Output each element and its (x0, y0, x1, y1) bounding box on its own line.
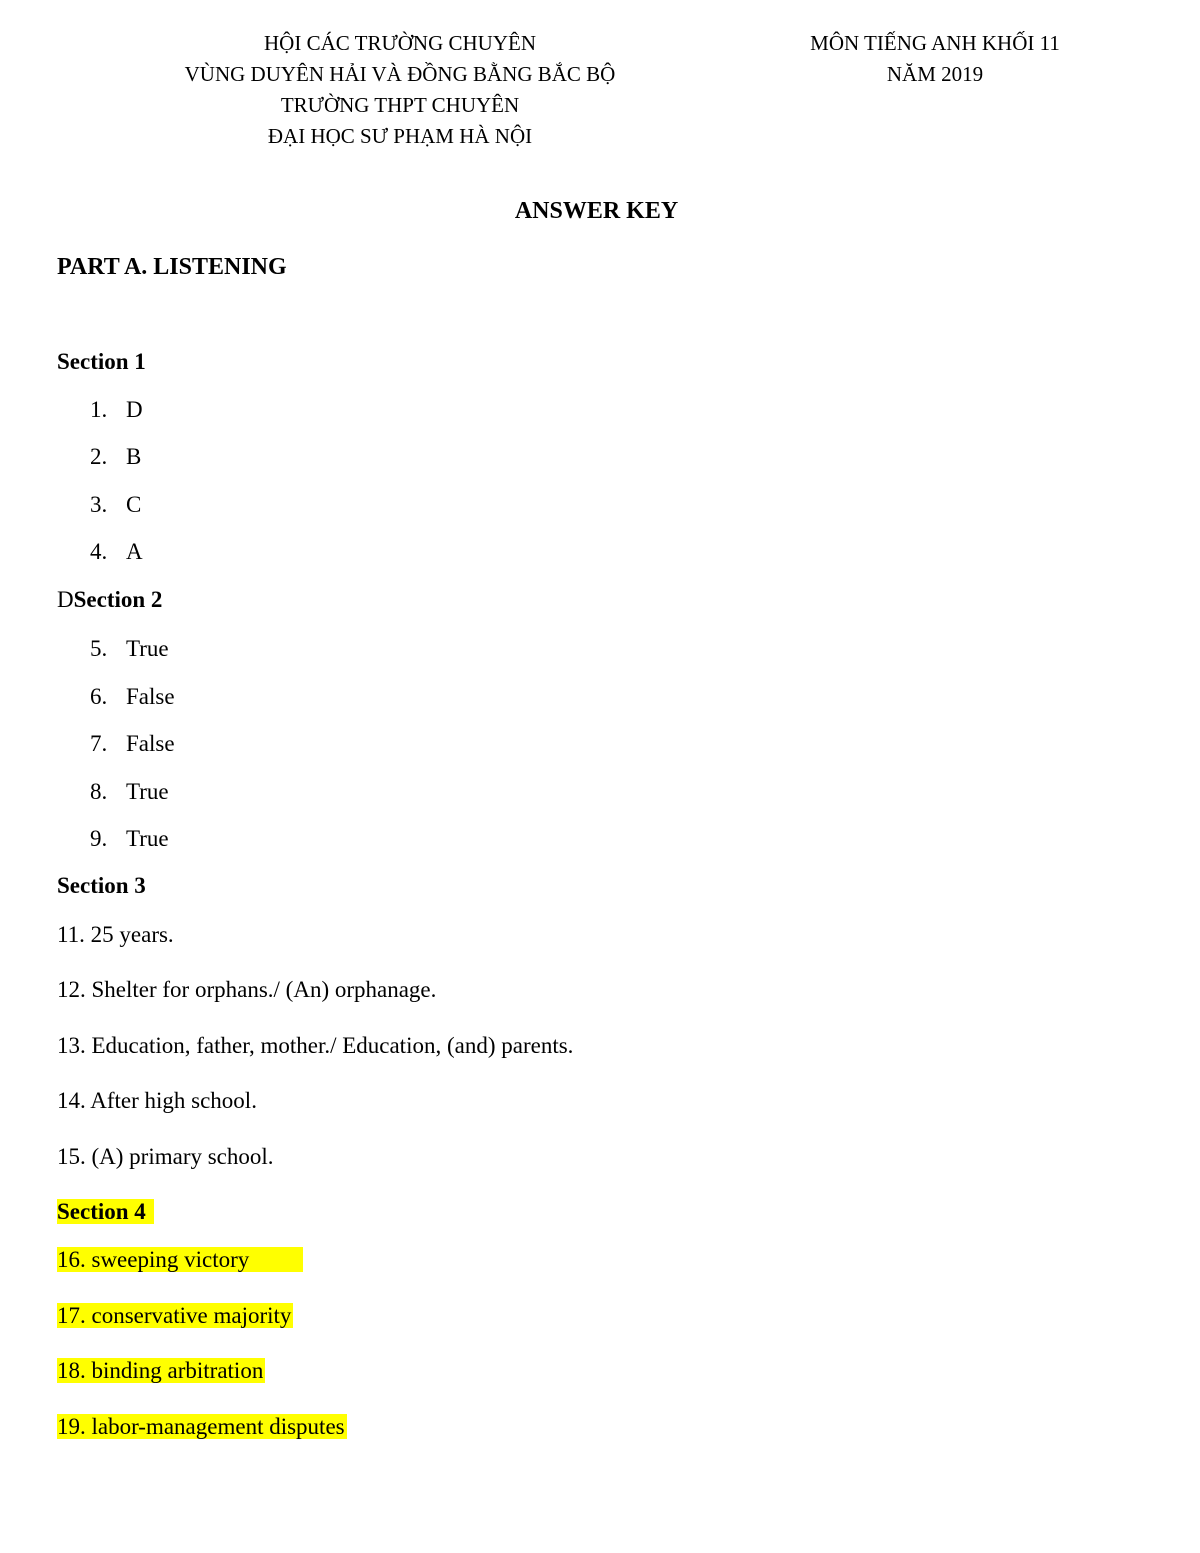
list-item (90, 539, 143, 565)
item-number: 7. (90, 731, 108, 756)
answer-line: 11. 25 years. (57, 922, 174, 947)
item-answer: B (126, 444, 142, 469)
item-number: 5. (90, 636, 108, 661)
section-2-heading (57, 587, 162, 613)
stray-prefix: D (57, 587, 74, 612)
header-subject: MÔN TIẾNG ANH KHỐI 11 (810, 31, 1060, 55)
section-3-heading: Section 3 (57, 873, 146, 898)
item-answer: True (126, 636, 169, 661)
part-heading: PART A. LISTENING (57, 254, 287, 280)
item-answer: C (126, 492, 142, 517)
header-org-line-2: VÙNG DUYÊN HẢI VÀ ĐỒNG BẰNG BẮC BỘ (184, 62, 616, 86)
answer-line: 13. Education, father, mother./ Education, (and) parents. (57, 1033, 574, 1058)
answer-line-highlighted (57, 1414, 347, 1440)
item-answer: False (126, 731, 175, 756)
answer-line-highlighted (57, 1247, 303, 1273)
item-number: 9. (90, 826, 108, 851)
item-number: 2. (90, 444, 108, 469)
item-number: 3. (90, 492, 108, 517)
answer-line-highlighted (57, 1358, 265, 1384)
list-item (90, 492, 141, 518)
highlighted-text: 16. sweeping victory (57, 1247, 303, 1272)
item-number: 8. (90, 779, 108, 804)
item-answer: False (126, 684, 175, 709)
item-answer: True (126, 826, 169, 851)
section-2-title: Section 2 (73, 587, 163, 612)
section-1-heading: Section 1 (57, 349, 146, 374)
list-item (90, 826, 169, 852)
item-answer: A (126, 539, 143, 564)
answer-line: 12. Shelter for orphans./ (An) orphanage. (57, 977, 437, 1002)
item-answer: D (126, 397, 143, 422)
answer-line-highlighted (57, 1303, 293, 1329)
list-item (90, 636, 169, 662)
header-year: NĂM 2019 (886, 62, 984, 86)
header-org-line-4: ĐẠI HỌC SƯ PHẠM HÀ NỘI (267, 124, 533, 148)
item-number: 4. (90, 539, 108, 564)
page-title: ANSWER KEY (514, 198, 679, 224)
section-4-heading (57, 1199, 154, 1225)
item-answer: True (126, 779, 169, 804)
list-item (90, 397, 143, 423)
list-item (90, 779, 169, 805)
list-item (90, 684, 175, 710)
item-number: 1. (90, 397, 108, 422)
list-item (90, 444, 141, 470)
highlighted-text: 18. binding arbitration (57, 1358, 264, 1383)
header-org-line-1: HỘI CÁC TRƯỜNG CHUYÊN (264, 31, 536, 55)
item-number: 6. (90, 684, 108, 709)
list-item (90, 731, 175, 757)
answer-line: 15. (A) primary school. (57, 1144, 274, 1169)
highlighted-text: Section 4 (57, 1199, 154, 1224)
header-org-line-3: TRƯỜNG THPT CHUYÊN (280, 93, 520, 117)
answer-line: 14. After high school. (57, 1088, 257, 1113)
highlighted-text: 19. labor-management disputes (57, 1414, 345, 1439)
highlighted-text: 17. conservative majority (57, 1303, 292, 1328)
